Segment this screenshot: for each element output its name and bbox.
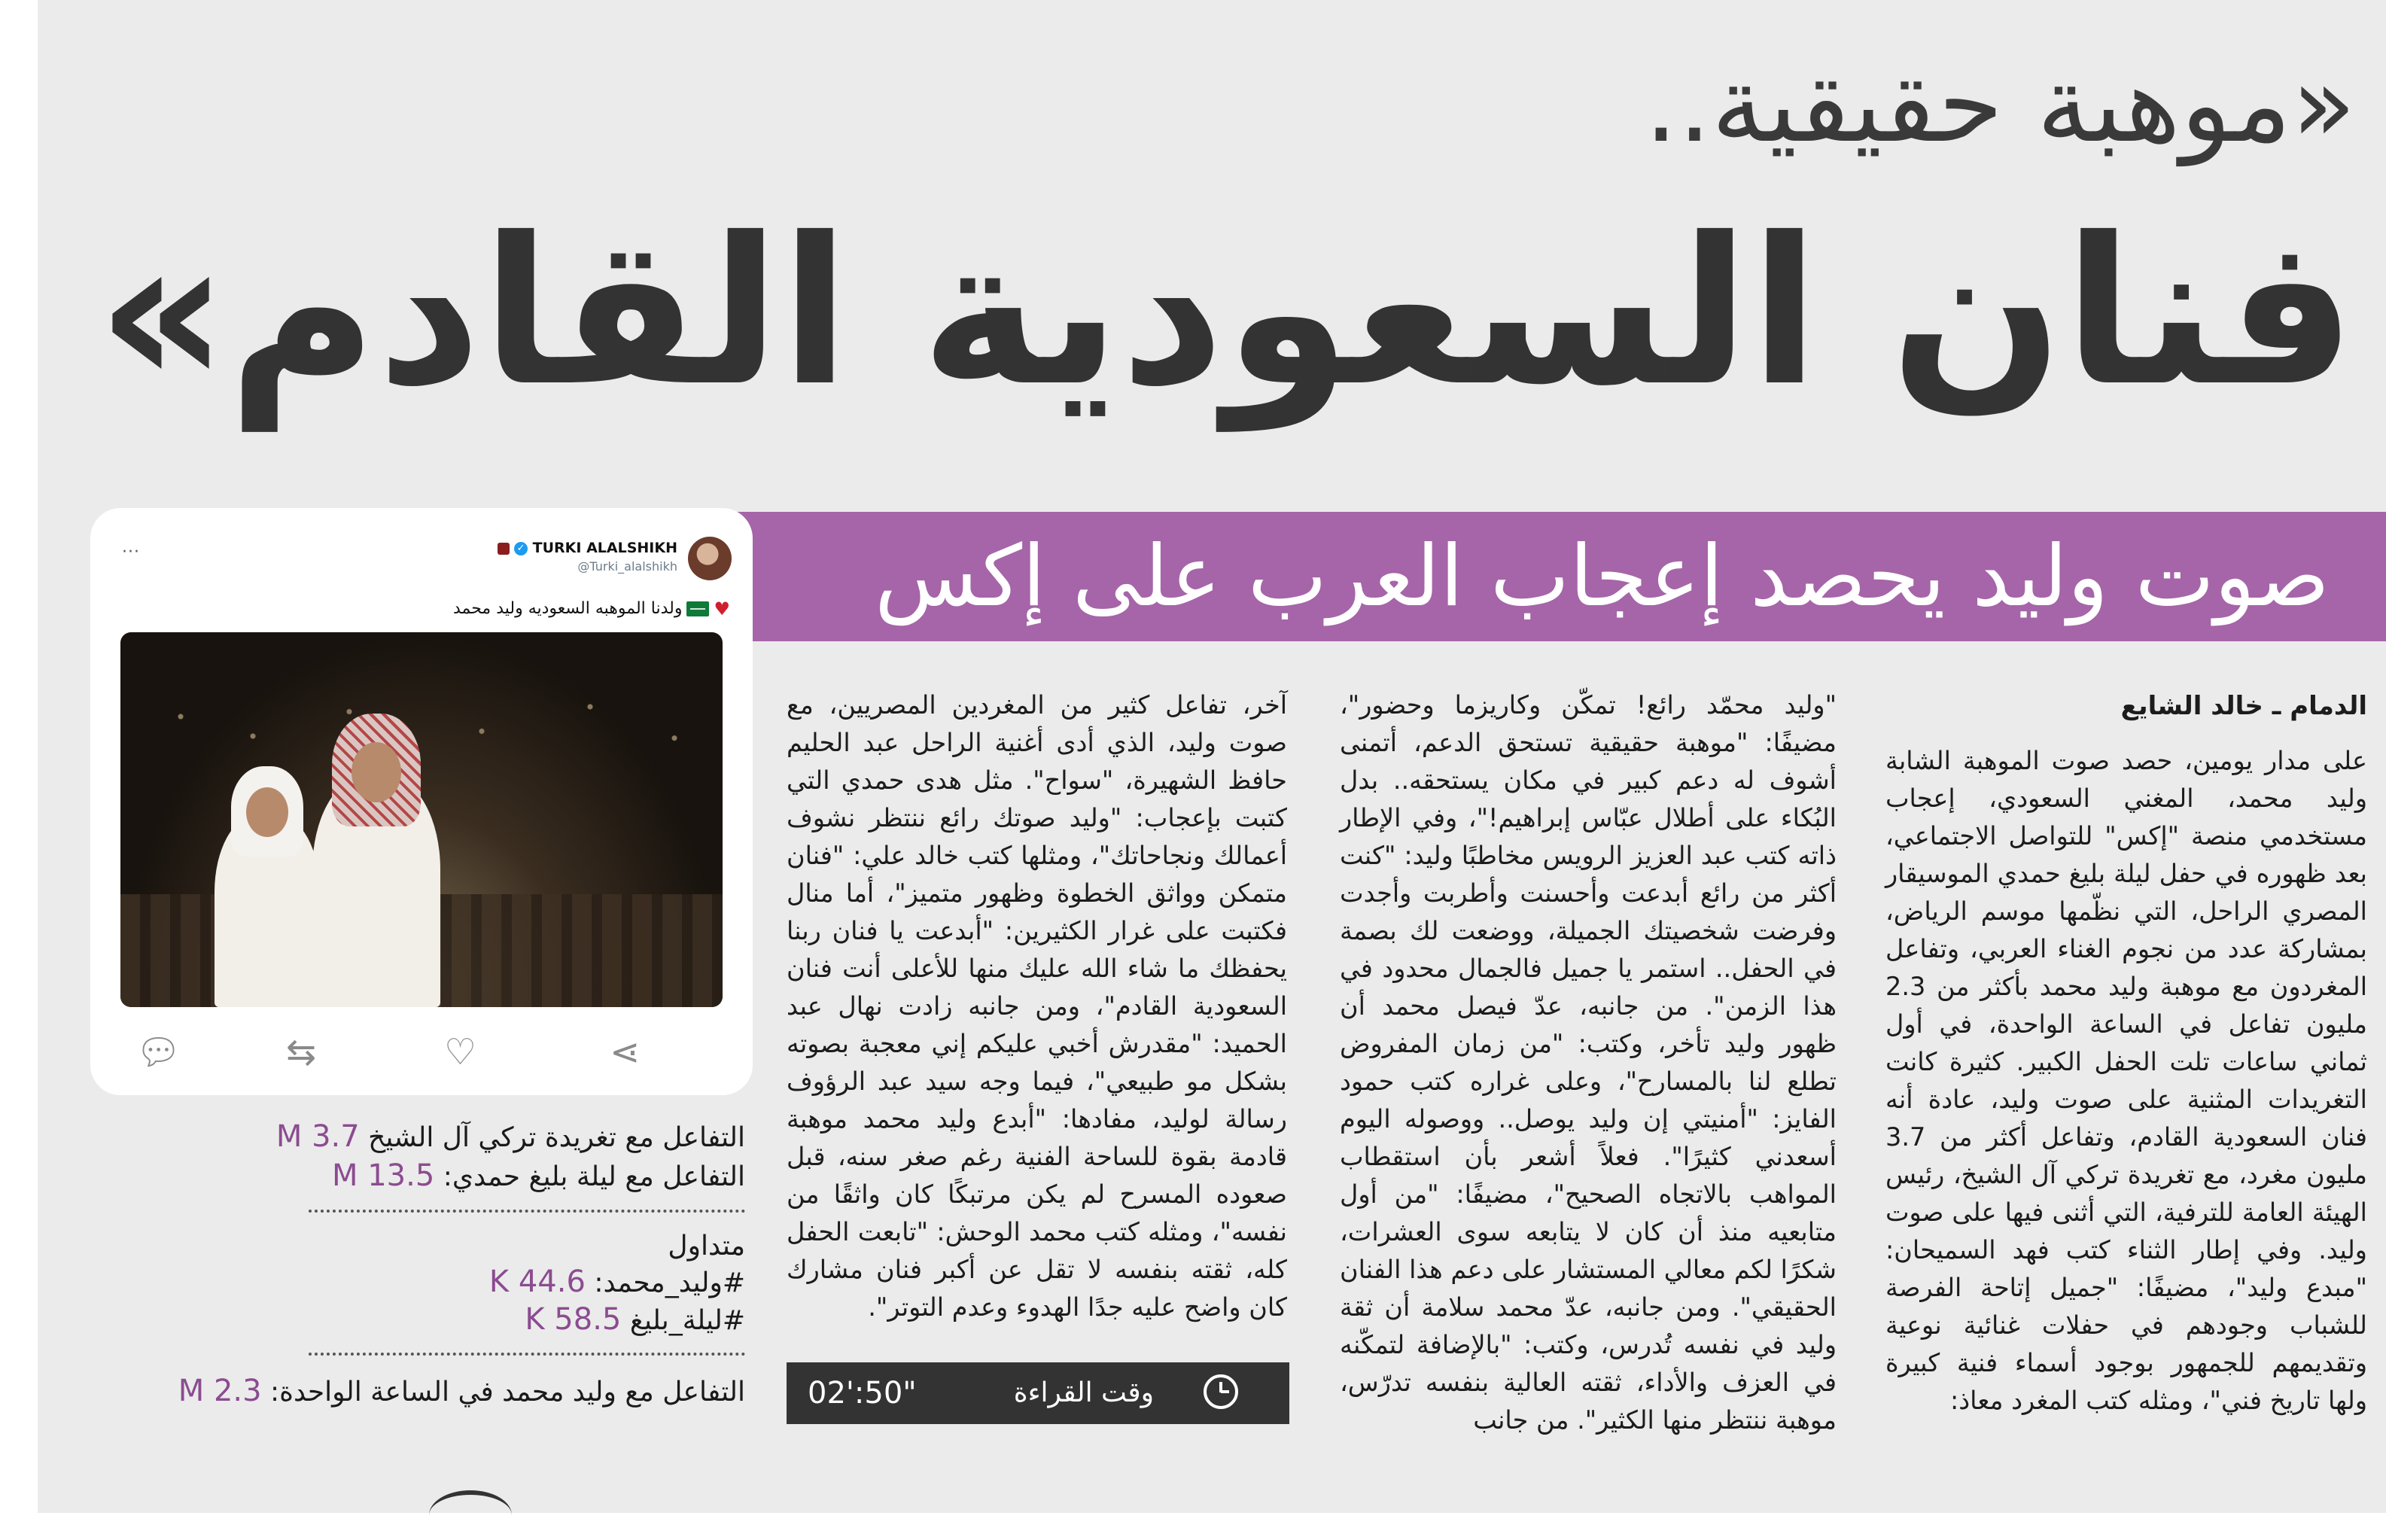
avatar <box>688 537 732 580</box>
tweet-text-line <box>453 598 730 619</box>
article-text-1: على مدار يومين، حصد صوت الموهبة الشابة وليد محمد، المغني السعودي، إعجاب مستخدمي منصة "إكس" للتواصل الاجتماعي، بعد ظهوره في حفل ليلة بليغ حمدي الموسيقار المصري الراحل، التي نظّمها موسم الرياض، بمشاركة عدد من نجوم الغناء العربي، وتفاعل المغردون مع موهبة وليد محمد بأكثر من 2.3 مليون تفاعل في الساعة الواحدة، في أول ثماني ساعات تلت الحفل الكبير. كثيرة كانت التغريدات المثنية على صوت وليد، عادة أنه فنان السعودية القادم، وتفاعل أكثر من 3.7 مليون مغرد، مع تغريدة تركي آل الشيخ، رئيس الهيئة العامة للترفية، التي أثنى فيها على صوت وليد. وفي إطار الثناء كتب فهد السميحان: "مبدع وليد"، مضيفًا: "جميل إتاحة الفرصة للشباب وجودهم في حفلات غنائية نوعية وتقديمهم للجمهور بوجود أسماء فنية كبيرة ولها تاريخ فني"، ومثله كتب المغرد معاذ: <box>1885 746 2367 1415</box>
stat-value: 13.5 M <box>331 1158 435 1193</box>
heart-emoji-icon: ♥ <box>714 598 730 619</box>
stat-label: التفاعل مع وليد محمد في الساعة الواحدة: <box>270 1377 745 1408</box>
reading-label: وقت القراءة <box>1013 1377 1154 1408</box>
person-adult <box>312 714 440 1007</box>
trend-value: 58.5 K <box>525 1302 622 1337</box>
dotted-divider <box>309 1353 745 1356</box>
stat-value: 2.3 M <box>178 1374 262 1408</box>
like-icon[interactable]: ♡ <box>444 1031 477 1073</box>
stat-turki-tweet <box>158 1118 745 1157</box>
trend-tag: #وليد_محمد: <box>594 1268 745 1298</box>
clock-icon <box>1204 1374 1238 1409</box>
tweet-photo <box>120 632 723 1007</box>
article-text-2: "وليد محمّد رائع! تمكّن وكاريزما وحضور"، مضيفًا: "موهبة حقيقية تستحق الدعم، أتمنى أشوف له دعم كبير في مكان يستحقه.. بدل البُكاء على أطلال عبّاس إبراهيم!"، وفي الإطار ذاته كتب عبد العزيز الرويس مخاطبًا وليد: "كنت أكثر من رائع أبدعت وأحسنت وأطربت وأجدت وفرضت شخصيتك الجميلة، ووضعت لك بصمة في الحفل.. استمر يا جميل فالجمال محدود في هذا الزمن". من جانبه، عدّ فيصل محمد أن ظهور وليد تأخر، وكتب: "من زمان المفروض تطلع لنا بالمسارح"، وعلى غراره كتب حمود الفايز: "أمنيتي إن وليد يوصل.. ووصوله اليوم أسعدني كثيرًا". فعلاً أشعر بأن استقطاب المواهب بالاتجاه الصحيح"، مضيفًا: "من أول متابعيه منذ أن كان لا يتابعه سوى العشرات، شكرًا لكم معالي المستشار على دعم هذا الفنان الحقيقي". ومن جانبه، عدّ محمد سلامة أن ثقة وليد في نفسه تُدرس، وكتب: "بالإضافة لتمكّنه في العزف والأداء، ثقته العالية بنفسه تدرّس، موهبة ننتظر منها الكثير". من جانب <box>1340 690 1837 1435</box>
article-column-1 <box>1885 686 2367 1420</box>
dotted-divider <box>309 1210 745 1213</box>
stat-label: التفاعل مع ليلة بليغ حمدي: <box>443 1161 745 1192</box>
reading-time: 02':50" <box>808 1376 917 1411</box>
stat-baligh-night <box>158 1157 745 1196</box>
banner-text: صوت وليد يحصد إعجاب العرب على إكس <box>875 528 2330 625</box>
person-young <box>211 759 324 1007</box>
tweet-author-name: TURKI ALALSHIKH <box>532 540 677 556</box>
newspaper-page <box>38 0 2386 1513</box>
trend-tag: #ليلة_بليغ <box>629 1305 745 1336</box>
share-icon[interactable]: ⋖ <box>610 1031 641 1073</box>
trending-heading: متداول <box>668 1231 745 1262</box>
tweet-header <box>114 537 732 589</box>
reading-time-box <box>787 1362 1289 1424</box>
tweet-handle: @Turki_alalshikh <box>577 559 677 574</box>
subheadline-banner <box>730 512 2386 641</box>
article-text-3: آخر، تفاعل كثير من المغردين المصريين، مع صوت وليد، الذي أدى أغنية الراحل عبد الحليم حافظ الشهيرة، "سواح". مثل هدى حمدي التي كتبت بإعجاب: "وليد صوتك رائع ننتظر نشوف أعمالك ونجاحاتك"، ومثلها كتب خالد علي: "فنان متمكن وواثق الخطوة وظهور متميز"، أما منال فكتبت على غرار الكثيرين: "أبدعت يا فنان ربنا يحفظك ما شاء الله عليك منها للأعلى أنت فنان السعودية القادم"، ومن جانبه زادت نهال عبد الحميد: "مقدرش أخبي عليكم إني معجبة بصوته بشكل مو طبيعي"، فيما وجه سيد عبد الرؤوف رسالة لوليد، مفادها: "أبدع وليد محمد موهبة قادمة بقوة للساحة الفنية رغم صغر سنه، قبل صعوده المسرح لم يكن مرتبكًا كان واثقًا من نفسه"، ومثله كتب محمد الوحش: "تابعت الحفل كله، ثقته بنفسه لا تقل عن أكبر فنان مشارك كان واضح عليه جدًا الهدوء وعدم التوتر". <box>787 690 1287 1322</box>
tweet-author <box>498 540 677 556</box>
trend-baligh <box>158 1301 745 1339</box>
saudi-flag-icon <box>686 601 709 616</box>
stat-label: التفاعل مع تغريدة تركي آل الشيخ <box>368 1122 745 1153</box>
article-column-2 <box>1340 686 1837 1439</box>
stat-value: 3.7 M <box>275 1119 360 1154</box>
article-column-3 <box>787 686 1287 1326</box>
trend-value: 44.6 K <box>488 1265 586 1299</box>
badge-icon <box>498 543 510 555</box>
decorative-arc <box>429 1490 512 1540</box>
tweet-actions <box>135 1026 708 1079</box>
more-icon: ··· <box>122 543 140 562</box>
stat-hour <box>158 1372 745 1411</box>
stats-box <box>158 1118 745 1411</box>
headline-kicker: «موهبة حقيقية.. <box>1644 44 2356 166</box>
headline-main: فنان السعودية القادم» <box>96 193 2356 431</box>
reply-icon[interactable]: 💬︎ <box>135 1031 181 1073</box>
retweet-icon[interactable]: ⇆ <box>286 1031 317 1073</box>
trend-walid <box>158 1264 745 1301</box>
byline: الدمام ـ خالد الشايع <box>2120 691 2367 721</box>
verified-icon: ✓ <box>514 542 528 555</box>
tweet-text: ولدنا الموهبه السعوديه وليد محمد <box>452 599 683 618</box>
tweet-card <box>90 508 753 1095</box>
